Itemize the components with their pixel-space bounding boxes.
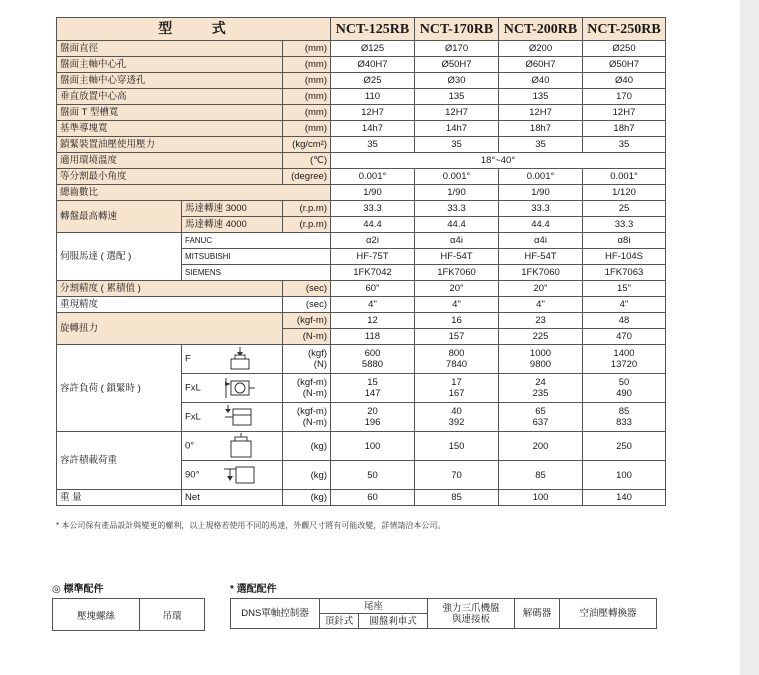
row-unit: (kg): [283, 432, 331, 461]
horizontal-weight-icon: [222, 463, 256, 487]
cell-value: 85: [415, 490, 499, 506]
cell-value: α4i: [499, 233, 583, 249]
cell-value: Ø40: [583, 73, 666, 89]
optional-item: 強力三爪機盤 與連接板: [428, 599, 515, 629]
row-unit: (N-m): [302, 388, 327, 399]
row-label: 轉盤最高轉速: [57, 201, 182, 233]
table-row: [57, 185, 666, 201]
cell-value: α4i: [415, 233, 499, 249]
row-unit: (mm): [283, 105, 331, 121]
cell-value: 12H7: [583, 105, 666, 121]
model-header: NCT-250RB: [583, 18, 666, 41]
cell-value: 100: [331, 432, 415, 461]
cell-value: 33.3: [331, 201, 415, 217]
cell-value: 135: [499, 89, 583, 105]
row-label: 適用環境溫度: [57, 153, 283, 169]
cell-value: Ø40: [499, 73, 583, 89]
standard-accessories-title: ◎ 標準配件: [52, 584, 104, 595]
cell-value: 140: [583, 490, 666, 506]
row-unit: (kgf-m): [296, 406, 327, 417]
row-unit: (kg/cm²): [283, 137, 331, 153]
row-sublabel: 馬達轉速 3000: [182, 201, 283, 217]
unit-cell: [283, 345, 331, 374]
row-unit: (N-m): [283, 329, 331, 345]
table-row: [57, 153, 666, 169]
row-unit: (degree): [283, 169, 331, 185]
optional-item: DNS單軸控制器: [231, 599, 320, 629]
row-label: 容許積載荷重: [57, 432, 182, 490]
cell-value: 20": [415, 281, 499, 297]
cell-value: 4": [499, 297, 583, 313]
row-unit: (mm): [283, 73, 331, 89]
optional-sub-item: 圓盤剎車式: [359, 614, 428, 629]
cell-value: Ø30: [415, 73, 499, 89]
cell-value: 1/90: [331, 185, 415, 201]
table-row: [57, 313, 666, 329]
cell-value: 100: [583, 461, 666, 490]
cell-value: 1/120: [583, 185, 666, 201]
cell-value: 600: [364, 348, 381, 359]
model-header: NCT-170RB: [415, 18, 499, 41]
row-unit: (mm): [283, 41, 331, 57]
cell-value-pair: [499, 403, 583, 432]
cell-value: 85: [499, 461, 583, 490]
optional-accessories-title: * 選配配件: [230, 584, 277, 595]
moment-load-icon: [225, 376, 255, 400]
cell-value: 65: [535, 406, 546, 417]
cell-value: 25: [583, 201, 666, 217]
cell-value: 196: [364, 417, 381, 428]
cell-value: HF-54T: [415, 249, 499, 265]
table-row: [57, 345, 666, 374]
row-unit: (kg): [283, 461, 331, 490]
row-sublabel: MITSUBISHI: [182, 249, 331, 265]
cell-value: 18°~40°: [331, 153, 666, 169]
row-label: 伺服馬達 ( 選配 ): [57, 233, 182, 281]
optional-item-group: 尾座: [320, 599, 428, 614]
cell-value-pair: [331, 403, 415, 432]
row-label: 重 量: [57, 490, 182, 506]
cell-value: 150: [415, 432, 499, 461]
row-label: 盤面 T 型槽寬: [57, 105, 283, 121]
table-row: [57, 105, 666, 121]
table-row: [57, 490, 666, 506]
cell-value: 0.001°: [583, 169, 666, 185]
table-row: [57, 89, 666, 105]
cell-value: 20": [499, 281, 583, 297]
cell-value: 157: [415, 329, 499, 345]
row-sublabel: 馬達轉速 4000: [182, 217, 283, 233]
row-unit: (sec): [283, 281, 331, 297]
cell-value-pair: [583, 345, 666, 374]
cell-value: 20: [367, 406, 378, 417]
header-row: [57, 18, 666, 41]
cell-value: Ø170: [415, 41, 499, 57]
row-label: 基準導塊寬: [57, 121, 283, 137]
cell-value: 1400: [613, 348, 635, 359]
load-type-cell: [182, 432, 283, 461]
cell-value: 1FK7063: [583, 265, 666, 281]
cell-value: 14h7: [415, 121, 499, 137]
cell-value: 13720: [610, 359, 638, 370]
cell-value: 44.4: [499, 217, 583, 233]
table-row: [57, 57, 666, 73]
row-unit: (kgf-m): [296, 377, 327, 388]
load-type-cell: [182, 403, 283, 432]
row-sublabel: FANUC: [182, 233, 331, 249]
cell-value: 35: [583, 137, 666, 153]
cell-value: 15: [367, 377, 378, 388]
cell-value: 1FK7060: [415, 265, 499, 281]
cell-value: 167: [448, 388, 465, 399]
row-label: 分割精度 ( 累積值 ): [57, 281, 283, 297]
row-label: 旋轉扭力: [57, 313, 283, 345]
row-label: 垂直放置中心高: [57, 89, 283, 105]
table-row: [57, 169, 666, 185]
row-sublabel: FxL: [185, 411, 201, 423]
cell-value: 33.3: [583, 217, 666, 233]
row-label: 盤面直徑: [57, 41, 283, 57]
cell-value: 35: [331, 137, 415, 153]
cell-value: 24: [535, 377, 546, 388]
table-row: [57, 432, 666, 461]
row-unit: (mm): [283, 121, 331, 137]
cell-value: 16: [415, 313, 499, 329]
cell-value-pair: [331, 345, 415, 374]
row-label: 盤面主軸中心孔: [57, 57, 283, 73]
cell-value: HF-75T: [331, 249, 415, 265]
cell-value: 1FK7042: [331, 265, 415, 281]
page-edge-bar: [740, 0, 759, 675]
row-unit: (kgf): [308, 348, 327, 359]
cell-value: 33.3: [415, 201, 499, 217]
vertical-weight-icon: [227, 433, 255, 459]
cell-value: 35: [499, 137, 583, 153]
cell-value: α2i: [331, 233, 415, 249]
cell-value: 50: [618, 377, 630, 388]
cell-value: Ø40H7: [331, 57, 415, 73]
cell-value: 50: [331, 461, 415, 490]
spec-table: [56, 17, 666, 506]
table-row: [57, 233, 666, 249]
cell-value: 4": [331, 297, 415, 313]
optional-item: 空油壓轉換器: [560, 599, 657, 629]
cell-value: 1000: [529, 348, 552, 359]
table-row: [57, 281, 666, 297]
cell-value: 33.3: [499, 201, 583, 217]
row-label: 鎖緊裝置油壓使用壓力: [57, 137, 283, 153]
cell-value: Ø50H7: [415, 57, 499, 73]
cell-value: 1/90: [499, 185, 583, 201]
row-label: 重現精度: [57, 297, 283, 313]
cell-value-pair: [415, 403, 499, 432]
row-label: 等分割最小角度: [57, 169, 283, 185]
cell-value: 110: [331, 89, 415, 105]
cell-value-pair: [415, 374, 499, 403]
cell-value: 118: [331, 329, 415, 345]
footnote: * 本公司保有產品設計與變更的權利，以上規格若使用不同的馬達，外觀尺寸將有可能改變，詳情請洽本公司。: [56, 521, 446, 530]
cell-value: 490: [616, 388, 632, 399]
optional-sub-item: 頂針式: [320, 614, 359, 629]
cell-value: Ø200: [499, 41, 583, 57]
model-header: NCT-200RB: [499, 18, 583, 41]
cell-value: 35: [415, 137, 499, 153]
type-header: 型 式: [57, 18, 331, 41]
row-label: 容許負荷 ( 鎖緊時 ): [57, 345, 182, 432]
row-sublabel: FxL: [185, 382, 201, 394]
cell-value: 170: [583, 89, 666, 105]
cell-value: 44.4: [331, 217, 415, 233]
row-unit: (mm): [283, 89, 331, 105]
cell-value-pair: [499, 345, 583, 374]
cell-value: 5880: [361, 359, 384, 370]
unit-cell: [283, 403, 331, 432]
axial-load-icon: [227, 347, 253, 371]
cell-value: 12H7: [415, 105, 499, 121]
cell-value-pair: [415, 345, 499, 374]
cell-value: 0.001°: [499, 169, 583, 185]
cell-value: 225: [499, 329, 583, 345]
cell-value: 100: [499, 490, 583, 506]
cell-value: 14h7: [331, 121, 415, 137]
cell-value: 7840: [445, 359, 468, 370]
row-unit: (kgf-m): [283, 313, 331, 329]
optional-accessories-table: [230, 598, 657, 629]
cell-value: 833: [616, 417, 632, 428]
row-sublabel: 90°: [185, 469, 200, 481]
cell-value: 235: [532, 388, 549, 399]
load-type-cell: [182, 374, 283, 403]
cell-value: 392: [448, 417, 465, 428]
cell-value: HF-104S: [583, 249, 666, 265]
cell-value: 4": [583, 297, 666, 313]
row-unit: (sec): [283, 297, 331, 313]
cell-value: 48: [583, 313, 666, 329]
cell-value: Ø50H7: [583, 57, 666, 73]
cell-value: 0.001°: [415, 169, 499, 185]
cell-value: HF-54T: [499, 249, 583, 265]
table-row: [57, 73, 666, 89]
row-unit: (N): [313, 359, 327, 370]
tilting-load-icon: [225, 405, 255, 429]
cell-value: Ø125: [331, 41, 415, 57]
table-row: [57, 41, 666, 57]
cell-value: 637: [532, 417, 549, 428]
cell-value-pair: [583, 374, 666, 403]
cell-value: 44.4: [415, 217, 499, 233]
load-type-cell: [182, 345, 283, 374]
cell-value: Ø60H7: [499, 57, 583, 73]
table-row: [57, 137, 666, 153]
row-unit: (mm): [283, 57, 331, 73]
row-label: 總齒數比: [57, 185, 331, 201]
standard-item: 吊環: [140, 599, 205, 631]
cell-value: 70: [415, 461, 499, 490]
cell-value: 60: [331, 490, 415, 506]
cell-value: 12: [331, 313, 415, 329]
row-unit: (℃): [283, 153, 331, 169]
cell-value: 1FK7060: [499, 265, 583, 281]
row-unit: (r.p.m): [283, 217, 331, 233]
unit-cell: [283, 374, 331, 403]
row-label: 盤面主軸中心穿透孔: [57, 73, 283, 89]
cell-value: 250: [583, 432, 666, 461]
cell-value-pair: [499, 374, 583, 403]
cell-value: 18h7: [499, 121, 583, 137]
cell-value: 85: [618, 406, 630, 417]
cell-value: 23: [499, 313, 583, 329]
cell-value: 800: [448, 348, 465, 359]
cell-value-pair: [583, 403, 666, 432]
row-unit: (r.p.m): [283, 201, 331, 217]
row-sublabel: Net: [182, 490, 283, 506]
cell-value: 17: [451, 377, 462, 388]
cell-value: 18h7: [583, 121, 666, 137]
cell-value: Ø250: [583, 41, 666, 57]
cell-value: 135: [415, 89, 499, 105]
row-unit: (kg): [283, 490, 331, 506]
table-row: [57, 201, 666, 217]
cell-value: 12H7: [331, 105, 415, 121]
cell-value: 40: [451, 406, 462, 417]
cell-value: 60": [331, 281, 415, 297]
cell-value: 0.001°: [331, 169, 415, 185]
table-row: [57, 121, 666, 137]
cell-value: 15": [583, 281, 666, 297]
cell-value: α8i: [583, 233, 666, 249]
cell-value: 9800: [529, 359, 552, 370]
standard-item: 壓塊螺絲: [53, 599, 140, 631]
row-sublabel: SIEMENS: [182, 265, 331, 281]
cell-value: Ø25: [331, 73, 415, 89]
cell-value: 470: [583, 329, 666, 345]
row-unit: (N-m): [302, 417, 327, 428]
cell-value-pair: [331, 374, 415, 403]
model-header: NCT-125RB: [331, 18, 415, 41]
cell-value: 200: [499, 432, 583, 461]
cell-value: 12H7: [499, 105, 583, 121]
optional-item: 解碼器: [515, 599, 560, 629]
cell-value: 4": [415, 297, 499, 313]
row-sublabel: 0°: [185, 440, 195, 452]
standard-accessories-table: [52, 598, 205, 631]
table-row: [57, 297, 666, 313]
row-sublabel: F: [185, 353, 191, 365]
load-type-cell: [182, 461, 283, 490]
cell-value: 147: [364, 388, 381, 399]
cell-value: 1/90: [415, 185, 499, 201]
